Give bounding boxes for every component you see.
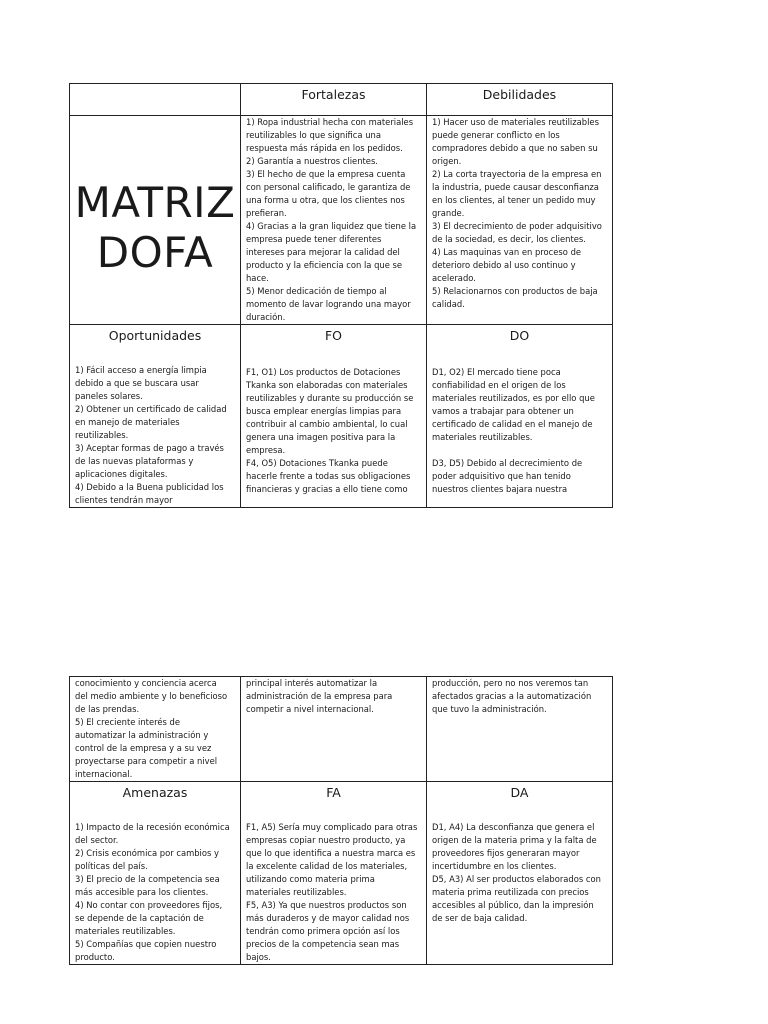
oportunidades-cont-cell xyxy=(70,677,241,782)
fo-text: F1, O1) Los productos de Dotaciones Tkanka son elaboradas con materiales reutilizables y durante su producción se busca emplear energías limpias para contribuir al cambio ambiental, lo cual genera una imagen positiva para la empresa. F4, O5) Dotaciones Tkanka puede hacerle frente a todas sus obligaciones financieras y gracias a ello tiene como xyxy=(246,367,414,494)
fo-cell xyxy=(241,325,427,508)
debilidades-text: 1) Hacer uso de materiales reutilizables puede generar conflicto en los compradores debido a que no saben su origen. 2) La corta trayectoria de la empresa en la industria, puede causar desconfianza en los clientes, al tener un pedido muy grande. 3) El decrecimiento de poder adquisitivo de la sociedad, es decir, los clientes. 4) Las maquinas van en proceso de deterioro debido al uso continuo y acelerado. 5) Relacionarnos con productos de baja calidad. xyxy=(432,117,602,309)
oportunidades-cont-text: conocimiento y conciencia acerca del medio ambiente y lo beneficioso de las prendas. 5) El creciente interés de automatizar la administración y control de la empresa y a su vez proyectarse para competir a nivel internacional. xyxy=(75,678,228,779)
oportunidades-label: Oportunidades xyxy=(108,328,202,343)
do-text-a: D1, O2) El mercado tiene poca confiabilidad en el origen de los materiales reutilizados, es por ello que vamos a trabajar para obtener un certificado de calidad en el manejo de materiales reutilizables. xyxy=(432,367,595,442)
do-text-b: D3, D5) Debido al decrecimiento de poder adquisitivo que han tenido nuestros clientes bajara nuestra xyxy=(432,458,583,494)
opportunities-row xyxy=(70,325,613,508)
do-cont-cell xyxy=(427,677,613,782)
continuation-row xyxy=(70,677,613,782)
do-cont-text: producción, pero no nos veremos tan afectados gracias a la automatización que tuvo la administración. xyxy=(432,678,592,714)
threats-row xyxy=(70,782,613,965)
do-cell xyxy=(427,325,613,508)
fo-label: FO xyxy=(324,328,343,343)
amenazas-cell xyxy=(70,782,241,965)
title-line-1: MATRIZ xyxy=(74,178,236,227)
debilidades-cell xyxy=(427,116,613,325)
fo-cont-text: principal interés automatizar la administración de la empresa para competir a nivel internacional. xyxy=(246,678,393,714)
fa-label: FA xyxy=(326,785,341,800)
da-text: D1, A4) La desconfianza que genera el origen de la materia prima y la falta de proveedores fijos generaran mayor incertidumbre en los clientes. D5, A3) Al ser productos elaborados con materia prima reutilizada con precios accesibles al público, dan la impresión de ser de baja calidad. xyxy=(432,822,601,923)
fo-cont-cell xyxy=(241,677,427,782)
da-cell xyxy=(427,782,613,965)
do-label: DO xyxy=(509,328,530,343)
fortalezas-text: 1) Ropa industrial hecha con materiales reutilizables lo que significa una respuesta más rápida en los pedidos. 2) Garantía a nuestros clientes. 3) El hecho de que la empresa cuenta con personal calificado, le garantiza de una forma u otra, que los clientes nos prefieran. 4) Gracias a la gran liquidez que tiene la empresa puede tener diferentes intereses para mejorar la calidad del producto y la eficiencia con la que se hace. 5) Menor dedicación de tiempo al momento de lavar logrando una mayor duración. xyxy=(246,117,417,322)
dofa-table-page-2 xyxy=(69,676,613,965)
header-empty-cell xyxy=(70,84,241,116)
fa-cell xyxy=(241,782,427,965)
oportunidades-text: 1) Fácil acceso a energía limpia debido a que se buscara usar paneles solares. 2) Obtener un certificado de calidad en manejo de materiales reutilizables. 3) Aceptar formas de pago a través de las nuevas plataformas y aplicaciones digitales. 4) Debido a la Buena publicidad los clientes tendrán mayor xyxy=(75,365,227,505)
title-cell xyxy=(70,116,241,325)
matrix-title xyxy=(70,116,240,278)
oportunidades-cell xyxy=(70,325,241,508)
header-row xyxy=(70,84,613,116)
fa-text: F1, A5) Sería muy complicado para otras empresas copiar nuestro producto, ya que lo que identifica a nuestra marca es la excelente calidad de los materiales, utilizando como materia prima materiales reutilizables. F5, A3) Ya que nuestros productos son más duraderos y de mayor calidad nos tendrán como primera opción así los precios de la competencia sean mas bajos. xyxy=(246,822,418,962)
da-label: DA xyxy=(510,785,529,800)
strengths-weaknesses-row xyxy=(70,116,613,325)
fortalezas-cell xyxy=(241,116,427,325)
header-fortalezas: Fortalezas xyxy=(241,84,427,116)
dofa-table-page-1 xyxy=(69,83,613,508)
title-line-2: DOFA xyxy=(96,228,214,277)
amenazas-label: Amenazas xyxy=(122,785,188,800)
header-debilidades: Debilidades xyxy=(427,84,613,116)
amenazas-text: 1) Impacto de la recesión económica del sector. 2) Crisis económica por cambios y políticas del país. 3) El precio de la competencia sea más accesible para los clientes. 4) No contar con proveedores fijos, se depende de la captación de materiales reutilizables. 5) Compañías que copien nuestro producto. xyxy=(75,822,230,962)
